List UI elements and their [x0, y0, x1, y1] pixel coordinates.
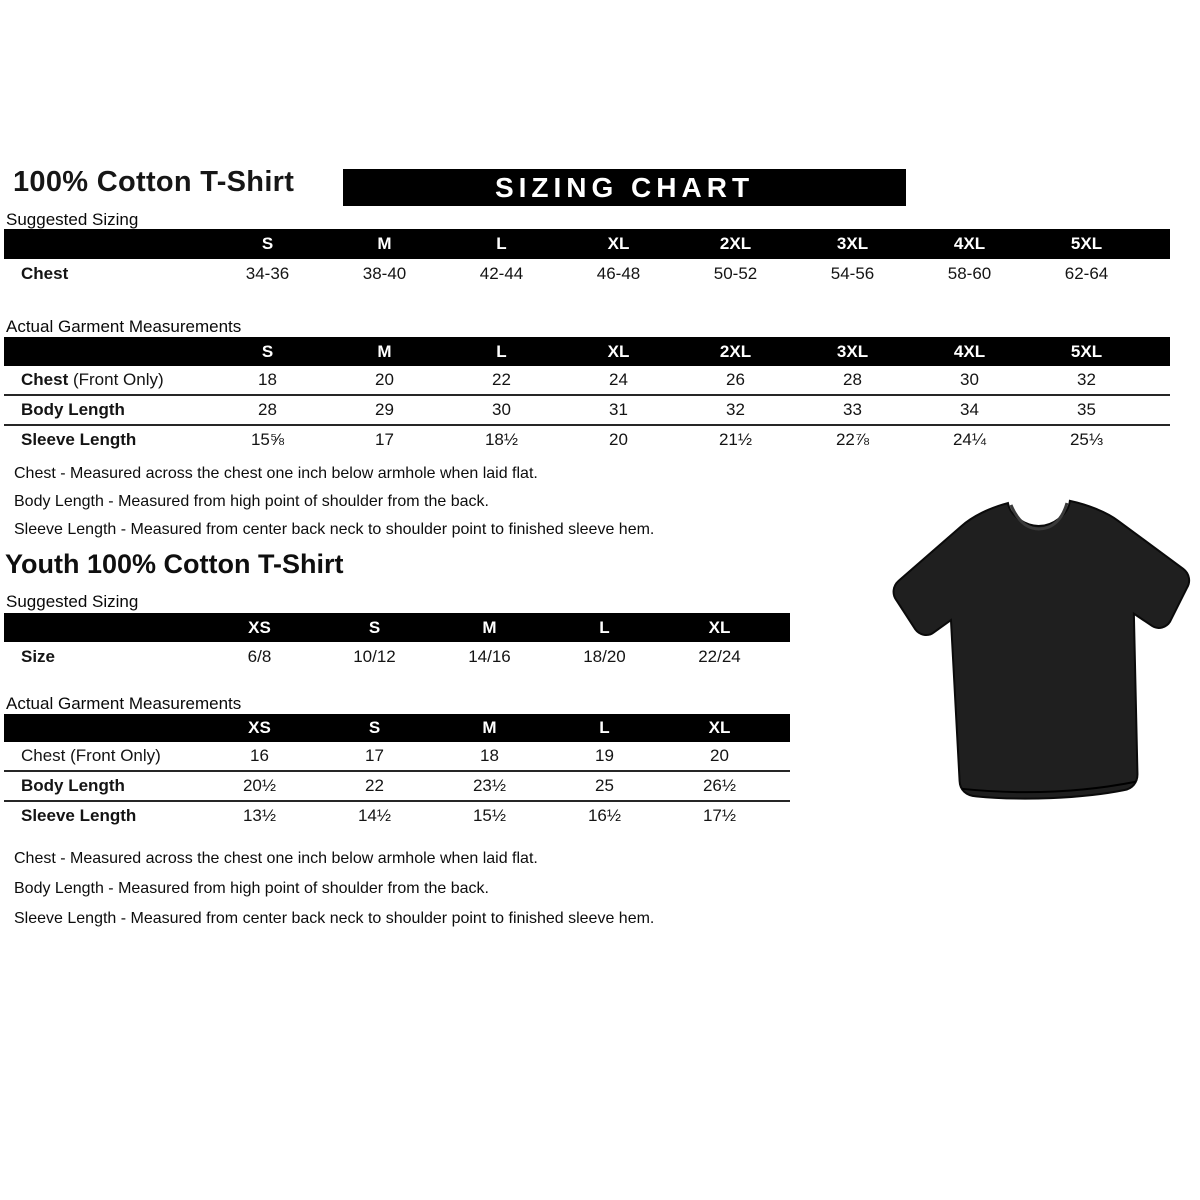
table-cell: 34	[960, 400, 979, 419]
table-cell: 46-48	[596, 264, 641, 283]
size-header: S	[261, 341, 274, 361]
row-label: Chest	[21, 264, 69, 283]
table-cell: 24	[609, 370, 628, 389]
table-cell: 17	[365, 746, 384, 765]
table-cell: 16	[250, 746, 269, 765]
note-line: Sleeve Length - Measured from center back neck to shoulder point to finished sleeve hem.	[14, 521, 655, 538]
sizing-chart-banner	[343, 169, 906, 206]
table-cell: 20	[609, 430, 628, 449]
sizing-chart-banner-label: SIZING CHART	[494, 171, 755, 203]
table-cell: 62-64	[1064, 264, 1109, 283]
table-cell: 20	[375, 370, 394, 389]
table-cell: 30	[960, 370, 979, 389]
table-cell: 34-36	[245, 264, 290, 283]
table-cell: 13½	[242, 806, 277, 825]
table-cell: 35	[1077, 400, 1096, 419]
size-header: 5XL	[1070, 341, 1103, 361]
adult-suggested-table	[4, 229, 1170, 289]
size-header: 4XL	[953, 341, 986, 361]
table-cell: 22	[365, 776, 384, 795]
table-cell: 33	[843, 400, 862, 419]
table-cell: 38-40	[362, 264, 407, 283]
note-line: Body Length - Measured from high point of shoulder from the back.	[14, 493, 489, 510]
table-cell: 17½	[702, 806, 737, 825]
row-label	[4, 370, 209, 390]
table-cell: 10/12	[353, 647, 396, 666]
adult-measurements-heading: Actual Garment Measurements	[6, 317, 242, 336]
table-cell: 17	[375, 430, 394, 449]
black-tshirt-image	[885, 478, 1195, 808]
row-label	[4, 430, 209, 450]
table-cell: 54-56	[830, 264, 875, 283]
table-cell: 22	[492, 370, 511, 389]
table-row	[4, 259, 1170, 289]
size-header: XL	[708, 617, 731, 637]
row-label-main: Chest	[21, 370, 69, 389]
table-cell: 14½	[357, 806, 392, 825]
table-header-row	[4, 613, 790, 642]
row-label-main: Body Length	[21, 400, 125, 419]
youth-suggested-table	[4, 613, 790, 672]
adult-measurements-table	[4, 337, 1170, 454]
size-header: M	[482, 617, 497, 637]
size-header: 3XL	[836, 341, 869, 361]
adult-suggested-heading: Suggested Sizing	[6, 210, 139, 229]
size-header: L	[496, 341, 507, 361]
adult-product-title: 100% Cotton T-Shirt	[13, 166, 295, 198]
row-label: Body Length	[21, 776, 125, 795]
table-row	[4, 800, 790, 830]
table-cell: 42-44	[479, 264, 524, 283]
table-cell: 30	[492, 400, 511, 419]
note-line: Sleeve Length - Measured from center back neck to shoulder point to finished sleeve hem.	[14, 910, 655, 927]
table-row	[4, 394, 1170, 424]
table-header-row	[4, 337, 1170, 366]
table-cell: 20½	[242, 776, 277, 795]
size-header: S	[261, 234, 274, 253]
size-header: XL	[708, 718, 731, 737]
table-row	[4, 770, 790, 800]
adult-measurement-notes	[14, 460, 654, 544]
table-cell: 25⅓	[1069, 430, 1104, 449]
table-cell: 32	[726, 400, 745, 419]
size-header: 2XL	[719, 234, 752, 253]
table-cell: 19	[595, 746, 614, 765]
size-header: XL	[607, 341, 630, 361]
size-header: M	[377, 234, 392, 253]
table-cell: 23½	[472, 776, 507, 795]
youth-product-title: Youth 100% Cotton T-Shirt	[5, 549, 344, 579]
table-cell: 50-52	[713, 264, 758, 283]
note-line: Chest - Measured across the chest one inch below armhole when laid flat.	[14, 850, 538, 867]
row-label-suffix: (Front Only)	[68, 370, 164, 389]
table-cell: 15½	[472, 806, 507, 825]
table-cell: 15⅝	[250, 430, 285, 449]
table-row	[4, 424, 1170, 454]
row-label-main: Sleeve Length	[21, 430, 137, 449]
size-header: XS	[248, 718, 271, 737]
size-header: M	[482, 718, 497, 737]
size-header: L	[599, 617, 610, 637]
table-cell: 28	[843, 370, 862, 389]
table-cell: 14/16	[468, 647, 511, 666]
row-label: Size	[21, 647, 56, 666]
table-row	[4, 742, 790, 770]
youth-measurements-heading: Actual Garment Measurements	[6, 694, 242, 713]
table-cell: 58-60	[947, 264, 992, 283]
table-row	[4, 642, 790, 672]
size-header: 4XL	[953, 234, 986, 253]
table-cell: 21½	[718, 430, 753, 449]
size-header: S	[368, 718, 381, 737]
size-header: M	[377, 341, 392, 361]
size-header: 2XL	[719, 341, 752, 361]
size-header: S	[368, 617, 381, 637]
row-label	[4, 400, 209, 420]
tshirt-icon	[885, 478, 1195, 808]
row-label: Sleeve Length	[21, 806, 137, 825]
table-cell: 6/8	[247, 647, 272, 666]
table-cell: 25	[595, 776, 614, 795]
table-cell: 18½	[484, 430, 519, 449]
note-line: Chest - Measured across the chest one inch below armhole when laid flat.	[14, 465, 538, 482]
size-header: XS	[248, 617, 271, 637]
youth-measurements-table	[4, 714, 790, 830]
table-cell: 18	[480, 746, 499, 765]
table-cell: 28	[258, 400, 277, 419]
table-header-row	[4, 714, 790, 742]
note-line: Body Length - Measured from high point of shoulder from the back.	[14, 880, 489, 897]
size-header: L	[599, 718, 610, 737]
table-cell: 26	[726, 370, 745, 389]
table-cell: 26½	[702, 776, 737, 795]
row-label: Chest (Front Only)	[21, 746, 161, 765]
table-cell: 32	[1077, 370, 1096, 389]
table-header-row	[4, 229, 1170, 259]
table-cell: 22/24	[698, 647, 741, 666]
table-cell: 16½	[587, 806, 622, 825]
size-header: XL	[607, 234, 630, 253]
table-cell: 20	[710, 746, 729, 765]
table-cell: 18	[258, 370, 277, 389]
table-cell: 31	[609, 400, 628, 419]
size-header: 3XL	[836, 234, 869, 253]
table-cell: 29	[375, 400, 394, 419]
table-cell: 22⅞	[835, 430, 870, 449]
size-header: 5XL	[1070, 234, 1103, 253]
table-row	[4, 366, 1170, 394]
youth-measurement-notes	[14, 844, 654, 934]
size-header: L	[496, 234, 507, 253]
table-cell: 18/20	[583, 647, 626, 666]
table-cell: 24¼	[952, 430, 987, 449]
youth-suggested-heading: Suggested Sizing	[6, 592, 139, 611]
